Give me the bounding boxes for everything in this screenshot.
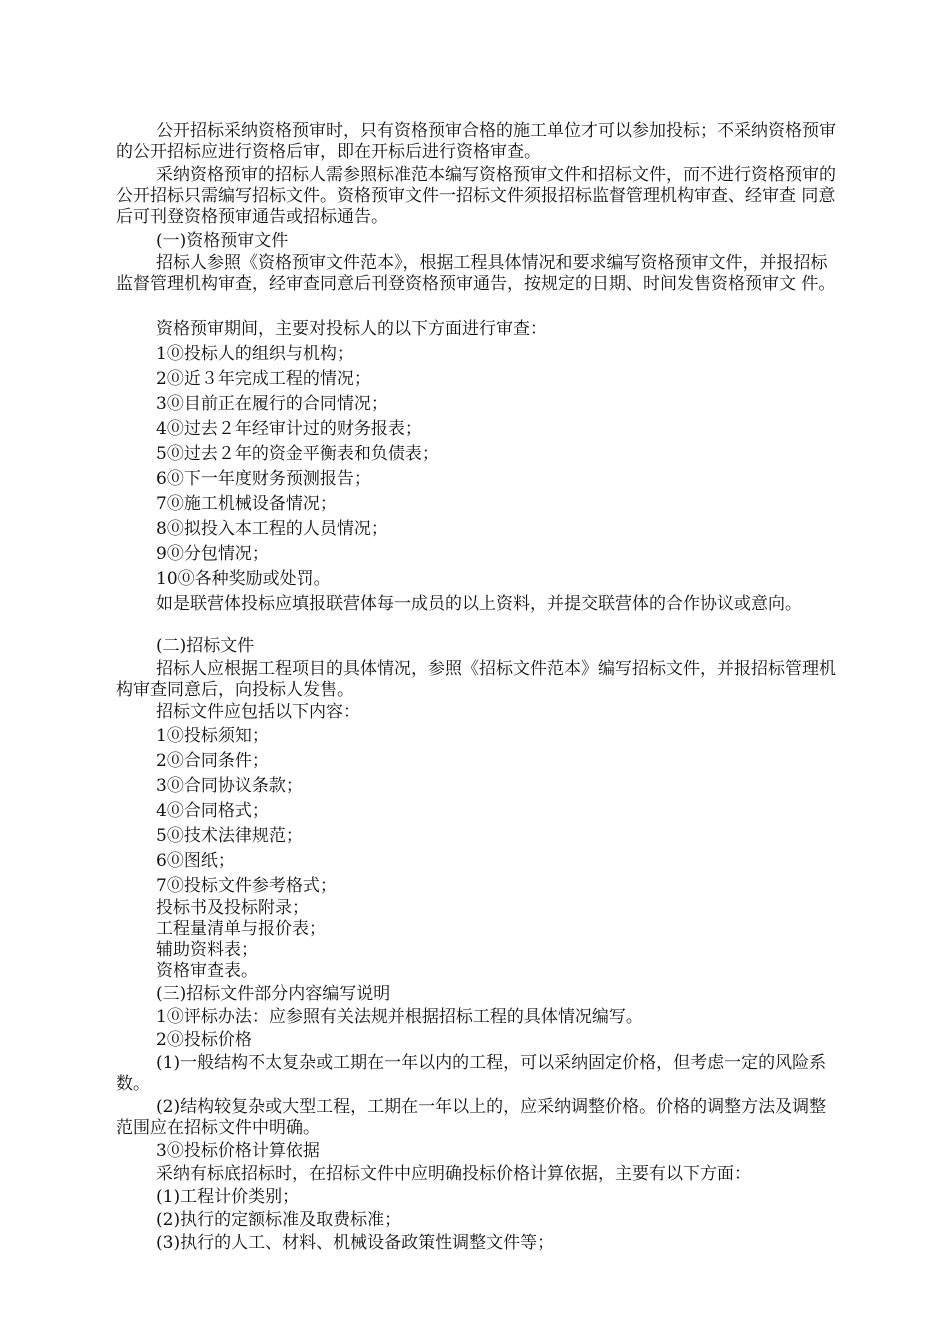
- list-item: (3)执行的人工、材料、机械设备政策性调整文件等；: [156, 1233, 555, 1253]
- list-item: 3⓪目前正在履行的合同情况；: [156, 394, 388, 414]
- section-heading-prequalification-docs: (一)资格预审文件: [156, 231, 289, 251]
- paragraph-fixed-price: (1)一般结构不太复杂或工期在一年以内的工程，可以采纳固定价格，但考虑一定的风险系数。: [116, 1053, 827, 1094]
- section-heading-writing-notes: (三)招标文件部分内容编写说明: [156, 984, 391, 1004]
- paragraph-tender-contents: 招标文件应包括以下内容：: [156, 702, 360, 722]
- subheading-bid-price: 2⓪投标价格: [156, 1030, 252, 1050]
- paragraph-review-scope: 资格预审期间，主要对投标人的以下方面进行审查：: [156, 319, 547, 339]
- list-item: 工程量清单与报价表；: [156, 919, 326, 939]
- paragraph-price-basis: 采纳有标底招标时，在招标文件中应明确投标价格计算依据，主要有以下方面：: [156, 1164, 751, 1184]
- paragraph-standard-template: 采纳资格预审的招标人需参照标准范本编写资格预审文件和招标文件，而不进行资格预审的公开招标只需编写招标文件。资格预审文件一招标文件须报招标监督管理机构审查、经审查 同意后可刊登资格预审通告或招标通告。: [116, 165, 836, 227]
- paragraph-evaluation-method: 1⓪评标办法：应参照有关法规并根据招标工程的具体情况编写。: [156, 1007, 643, 1027]
- list-item: 10⓪各种奖励或处罚。: [156, 569, 331, 589]
- list-item: 7⓪投标文件参考格式；: [156, 876, 337, 896]
- list-item: 7⓪施工机械设备情况；: [156, 494, 337, 514]
- list-item: (1)工程计价类别；: [156, 1187, 300, 1207]
- list-item: 1⓪投标人的组织与机构；: [156, 344, 354, 364]
- list-item: 9⓪分包情况；: [156, 544, 269, 564]
- paragraph-prequalification-intro: 公开招标采纳资格预审时，只有资格预审合格的施工单位才可以参加投标；不采纳资格预审的公开招标应进行资格后审，即在开标后进行资格审查。: [116, 121, 836, 162]
- list-item: 4⓪合同格式；: [156, 801, 269, 821]
- list-item: 2⓪近３年完成工程的情况；: [156, 369, 371, 389]
- list-item: 6⓪下一年度财务预测报告；: [156, 469, 371, 489]
- list-item: 投标书及投标附录；: [156, 898, 309, 918]
- list-item: 8⓪拟投入本工程的人员情况；: [156, 519, 388, 539]
- paragraph-tender-docs: 招标人应根据工程项目的具体情况，参照《招标文件范本》编写招标文件，并报招标管理机构审查同意后，向投标人发售。: [116, 659, 836, 700]
- list-item: 5⓪技术法律规范；: [156, 826, 303, 846]
- list-item: 6⓪图纸；: [156, 851, 235, 871]
- subheading-price-basis: 3⓪投标价格计算依据: [156, 1141, 320, 1161]
- list-item: 5⓪过去２年的资金平衡表和负债表；: [156, 444, 439, 464]
- list-item: (2)执行的定额标准及取费标准；: [156, 1210, 402, 1230]
- list-item: 2⓪合同条件；: [156, 751, 269, 771]
- list-item: 4⓪过去２年经审计过的财务报表；: [156, 419, 422, 439]
- list-item: 辅助资料表；: [156, 940, 258, 960]
- list-item: 1⓪投标须知；: [156, 726, 269, 746]
- paragraph-prequalification-docs: 招标人参照《资格预审文件范本》，根据工程具体情况和要求编写资格预审文件，并报招标监督管理机构审查，经审查同意后刊登资格预审通告，按规定的日期、时间发售资格预审文 件。: [116, 253, 836, 294]
- paragraph-joint-venture: 如是联营体投标应填报联营体每一成员的以上资料，并提交联营体的合作协议或意向。: [156, 594, 802, 614]
- section-heading-tender-docs: (二)招标文件: [156, 636, 255, 656]
- list-item: 资格审查表。: [156, 961, 258, 981]
- list-item: 3⓪合同协议条款；: [156, 776, 303, 796]
- paragraph-adjustable-price: (2)结构较复杂或大型工程，工期在一年以上的，应采纳调整价格。价格的调整方法及调整范围应在招标文件中明确。: [116, 1097, 827, 1138]
